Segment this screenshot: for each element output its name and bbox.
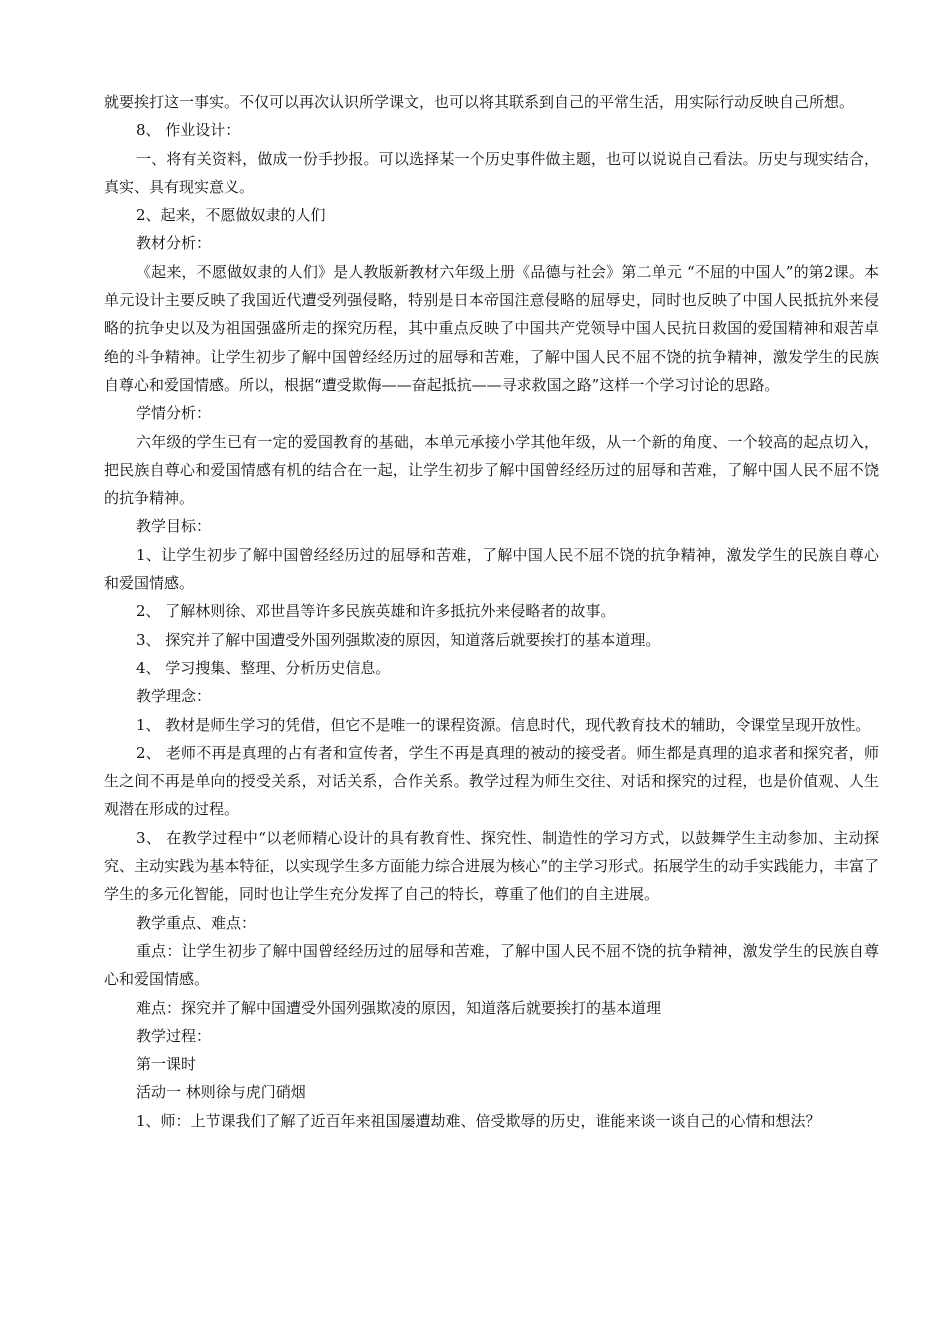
textbook-analysis-text: 《起来，不愿做奴隶的人们》是人教版新教材六年级上册《品德与社会》第二单元 “不屈的中国人”的第2课。本单元设计主要反映了我国近代遭受列强侵略，特别是日本帝国注意侵略的屈辱史，同时也反映了中国人民抵抗外来侵略的抗争史以及为祖国强盛所走的探究历程，其中重点反映了中国共产党领导中国人民抗日救国的爱国精神和艰苦卓绝的斗争精神。让学生初步了解中国曾经经历过的屈辱和苦难，了解中国人民不屈不饶的抗争精神，激发学生的民族自尊心和爱国情感。所以，根据“遭受欺侮——奋起抵抗——寻求救国之路”这样一个学习讨论的思路。 <box>104 262 879 394</box>
objective-item: 2、 了解林则徐、邓世昌等许多民族英雄和许多抵抗外来侵略者的故事。 <box>136 602 616 621</box>
difficult-point-text: 难点：探究并了解中国遭受外国列强欺凌的原因，知道落后就要挨打的基本道理 <box>136 998 662 1017</box>
philosophy-item: 1、 教材是师生学习的凭借，但它不是唯一的课程资源。信息时代，现代教育技术的辅助，令课堂呈现开放性。 <box>136 715 871 734</box>
student-analysis-text: 六年级的学生已有一定的爱国教育的基础，本单元承接小学其他年级，从一个新的角度、一个较高的起点切入，把民族自尊心和爱国情感有机的结合在一起，让学生初步了解中国曾经经历过的屈辱和苦难，了解中国人民不屈不饶的抗争精神。 <box>104 432 879 508</box>
first-lesson-heading: 第一课时 <box>136 1055 197 1074</box>
key-point-text: 重点：让学生初步了解中国曾经经历过的屈辱和苦难，了解中国人民不屈不饶的抗争精神，激发学生的民族自尊心和爱国情感。 <box>104 941 879 989</box>
teacher-question: 1、师：上节课我们了解了近百年来祖国屡遭劫难、倍受欺辱的历史，谁能来谈一谈自己的心情和想法？ <box>136 1111 821 1130</box>
process-heading: 教学过程： <box>136 1026 212 1045</box>
key-points-heading: 教学重点、难点： <box>136 913 257 932</box>
paragraph-continuation: 就要挨打这一事实。不仅可以再次认识所学课文，也可以将其联系到自己的平常生活，用实际行动反映自己所想。 <box>104 93 855 111</box>
philosophy-item: 2、 老师不再是真理的占有者和宣传者，学生不再是真理的被动的接受者。师生都是真理的追求者和探究者，师生之间不再是单向的授受关系，对话关系，合作关系。教学过程为师生交往、对话和探究的过程，也是价值观、人生观潜在形成的过程。 <box>104 743 879 819</box>
homework-item: 一、将有关资料，做成一份手抄报。可以选择某一个历史事件做主题，也可以说说自己看法。历史与现实结合，真实、具有现实意义。 <box>104 149 879 196</box>
objective-item: 3、 探究并了解中国遭受外国列强欺凌的原因，知道落后就要挨打的基本道理。 <box>136 630 661 649</box>
document-body <box>104 88 879 1135</box>
objective-item: 1、让学生初步了解中国曾经经历过的屈辱和苦难，了解中国人民不屈不饶的抗争精神，激发学生的民族自尊心和爱国情感。 <box>104 545 879 593</box>
section-homework-heading: 8、 作业设计： <box>136 121 241 140</box>
textbook-analysis-heading: 教材分析： <box>136 234 212 253</box>
objective-item: 4、 学习搜集、整理、分析历史信息。 <box>136 658 391 677</box>
philosophy-item: 3、 在教学过程中“以老师精心设计的具有教育性、探究性、制造性的学习方式，以鼓舞学生主动参加、主动探究、主动实践为基本特征，以实现学生多方面能力综合进展为核心”的主学习形式。拓展学生的动手实践能力，丰富了学生的多元化智能，同时也让学生充分发挥了自己的特长，尊重了他们的自主进展。 <box>104 828 879 904</box>
activity-one-heading: 活动一 林则徐与虎门硝烟 <box>136 1083 306 1102</box>
lesson-title: 2、起来，不愿做奴隶的人们 <box>136 206 326 225</box>
student-analysis-heading: 学情分析： <box>136 404 212 423</box>
objectives-heading: 教学目标： <box>136 517 212 536</box>
philosophy-heading: 教学理念： <box>136 687 212 706</box>
